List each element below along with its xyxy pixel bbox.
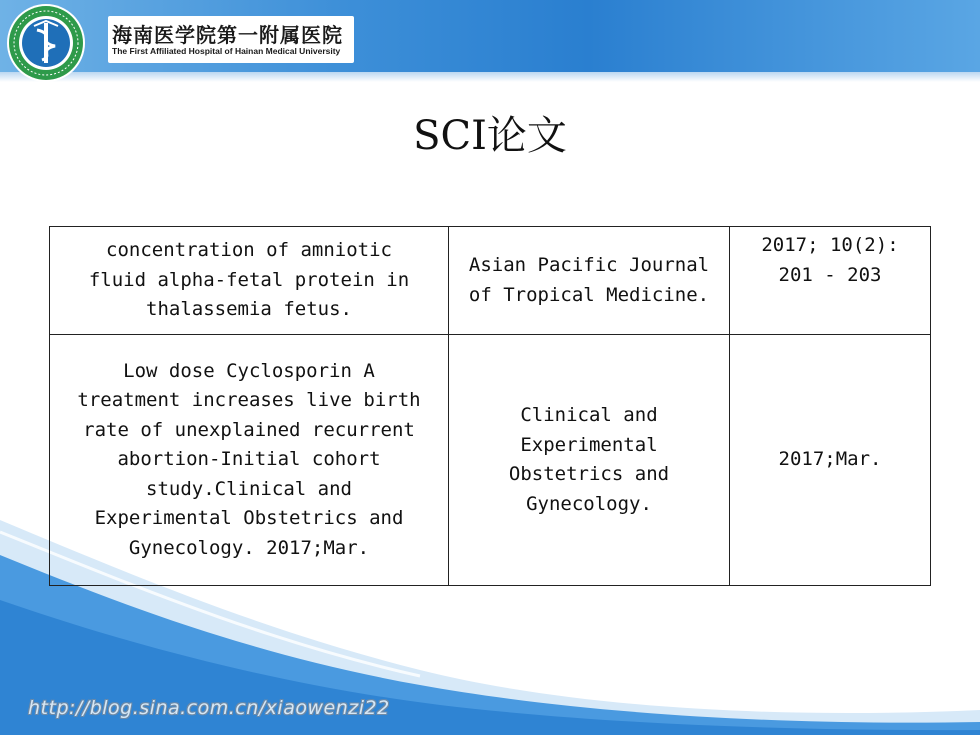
- cell-line: Low dose Cyclosporin A: [123, 359, 375, 382]
- paper-title-cell: [50, 227, 449, 335]
- cell-line: 2017;Mar.: [778, 448, 882, 471]
- cell-line: 201 - 203: [778, 263, 882, 286]
- hospital-name-plate: [108, 16, 354, 63]
- journal-cell: [449, 335, 730, 586]
- cell-line: Obstetrics and: [508, 463, 670, 485]
- hospital-seal-logo: [4, 2, 88, 84]
- publication-date-cell: [730, 227, 931, 335]
- cell-line: thalassemia fetus.: [146, 298, 352, 321]
- table-row: [50, 335, 931, 586]
- cell-line: treatment increases live birth: [77, 389, 421, 412]
- publication-date-cell: [730, 335, 931, 586]
- cell-line: study.Clinical and: [146, 477, 352, 500]
- cell-line: Gynecology. 2017;Mar.: [128, 536, 370, 559]
- cell-line: rate of unexplained recurrent: [83, 418, 415, 441]
- hospital-name-english: The First Affiliated Hospital of Hainan Medical University: [112, 46, 341, 56]
- cell-line: of Tropical Medicine.: [468, 283, 710, 306]
- cell-line: Asian Pacific Journal: [468, 254, 710, 276]
- cell-line: fluid alpha-fetal protein in: [88, 268, 410, 291]
- blog-watermark-link[interactable]: http://blog.sina.com.cn/xiaowenzi22: [28, 697, 390, 719]
- cell-line: 2017; 10(2):: [761, 234, 899, 256]
- hospital-name-chinese: 海南医学院第一附属医院: [112, 23, 343, 47]
- journal-cell: [449, 227, 730, 335]
- slide-title: SCI论文: [413, 113, 567, 159]
- cell-line: Clinical and: [520, 404, 658, 426]
- cell-line: Experimental Obstetrics and: [94, 507, 404, 530]
- cell-line: abortion-Initial cohort: [117, 448, 381, 471]
- publication-table: [49, 226, 931, 586]
- paper-title-cell: [50, 335, 449, 586]
- cell-line: Gynecology.: [526, 492, 652, 515]
- cell-line: Experimental: [520, 433, 658, 456]
- cell-line: concentration of amniotic: [106, 239, 392, 262]
- table-row: [50, 227, 931, 335]
